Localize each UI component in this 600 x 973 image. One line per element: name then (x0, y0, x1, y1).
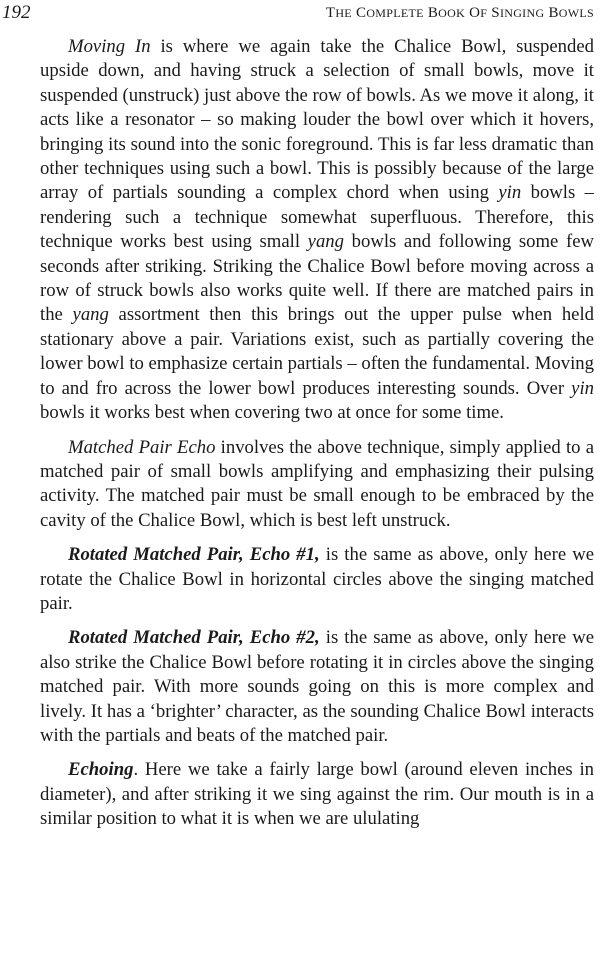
term-matched-pair-echo: Matched Pair Echo (68, 436, 216, 458)
paragraph-text: is where we again take the Chalice Bowl, suspended upside down, and having struck a selection of small bowls, move it suspended (unstruck) just above the row of bowls. As we move it along, it acts like a resonator – so making louder the bowl over which it hovers, bringing its sound into the sonic foreground. This is far less dramatic than other techniques using such a bowl. This is possibly because of the large array of partials sounding a complex chord when using (40, 36, 594, 204)
paragraph-text: is the same as above, only here we rotate the Chalice Bowl in horizontal circles above the singing matched pair. (40, 544, 594, 614)
paragraph-moving-in (40, 35, 594, 426)
paragraph-text: bowls and following some few seconds after striking. Striking the Chalice Bowl before moving across a row of struck bowls also works quite well. If there are matched pairs in the (40, 231, 594, 326)
paragraph-echoing (40, 758, 594, 831)
term-echoing: Echoing (68, 759, 134, 781)
paragraph-text: bowls – rendering such a technique somewhat superfluous. Therefore, this technique works best using small (40, 182, 594, 253)
italic-word: yang (72, 304, 109, 326)
paragraph-text: bowls it works best when covering two at once for some time. (40, 402, 504, 424)
term-rotated-echo-2: Rotated Matched Pair, Echo #2, (68, 627, 320, 649)
body-text (40, 35, 594, 832)
italic-word: yin (498, 182, 522, 204)
paragraph-rotated-echo-1 (40, 543, 594, 616)
term-rotated-echo-1: Rotated Matched Pair, Echo #1, (68, 544, 320, 566)
page-number: 192 (2, 2, 31, 23)
term-moving-in: Moving In (68, 36, 151, 57)
page-header (0, 0, 600, 30)
paragraph-text: involves the above technique, simply applied to a matched pair of small bowls amplifying and emphasizing their pulsing activity. The matched pair must be small enough to be embraced by the cavity of the Chalice Bowl, which is best left unstruck. (40, 436, 594, 531)
running-title: THE COMPLETE BOOK OF SINGING BOWLS (325, 5, 594, 21)
italic-word: yin (571, 377, 594, 399)
paragraph-text: assortment then this brings out the upper pulse when held stationary above a pair. Variations exist, such as partially covering the lower bowl to emphasize certain partials – often the fundamental. Moving to and fro across the lower bowl produces interesting sounds. Over (40, 304, 594, 399)
paragraph-text: . Here we take a fairly large bowl (around eleven inches in diameter), and after striking it we sing against the rim. Our mouth is in a similar position to what it is when we are ululating (40, 759, 594, 830)
paragraph-rotated-echo-2 (40, 626, 594, 748)
italic-word: yang (307, 231, 344, 253)
paragraph-matched-pair-echo (40, 436, 594, 534)
paragraph-text: is the same as above, only here we also strike the Chalice Bowl before rotating it in circles above the singing matched pair. With more sounds going on this is more complex and lively. It has a ‘brighter’ character, as the sounding Chalice Bowl interacts with the partials and beats of the matched pair. (40, 627, 594, 746)
